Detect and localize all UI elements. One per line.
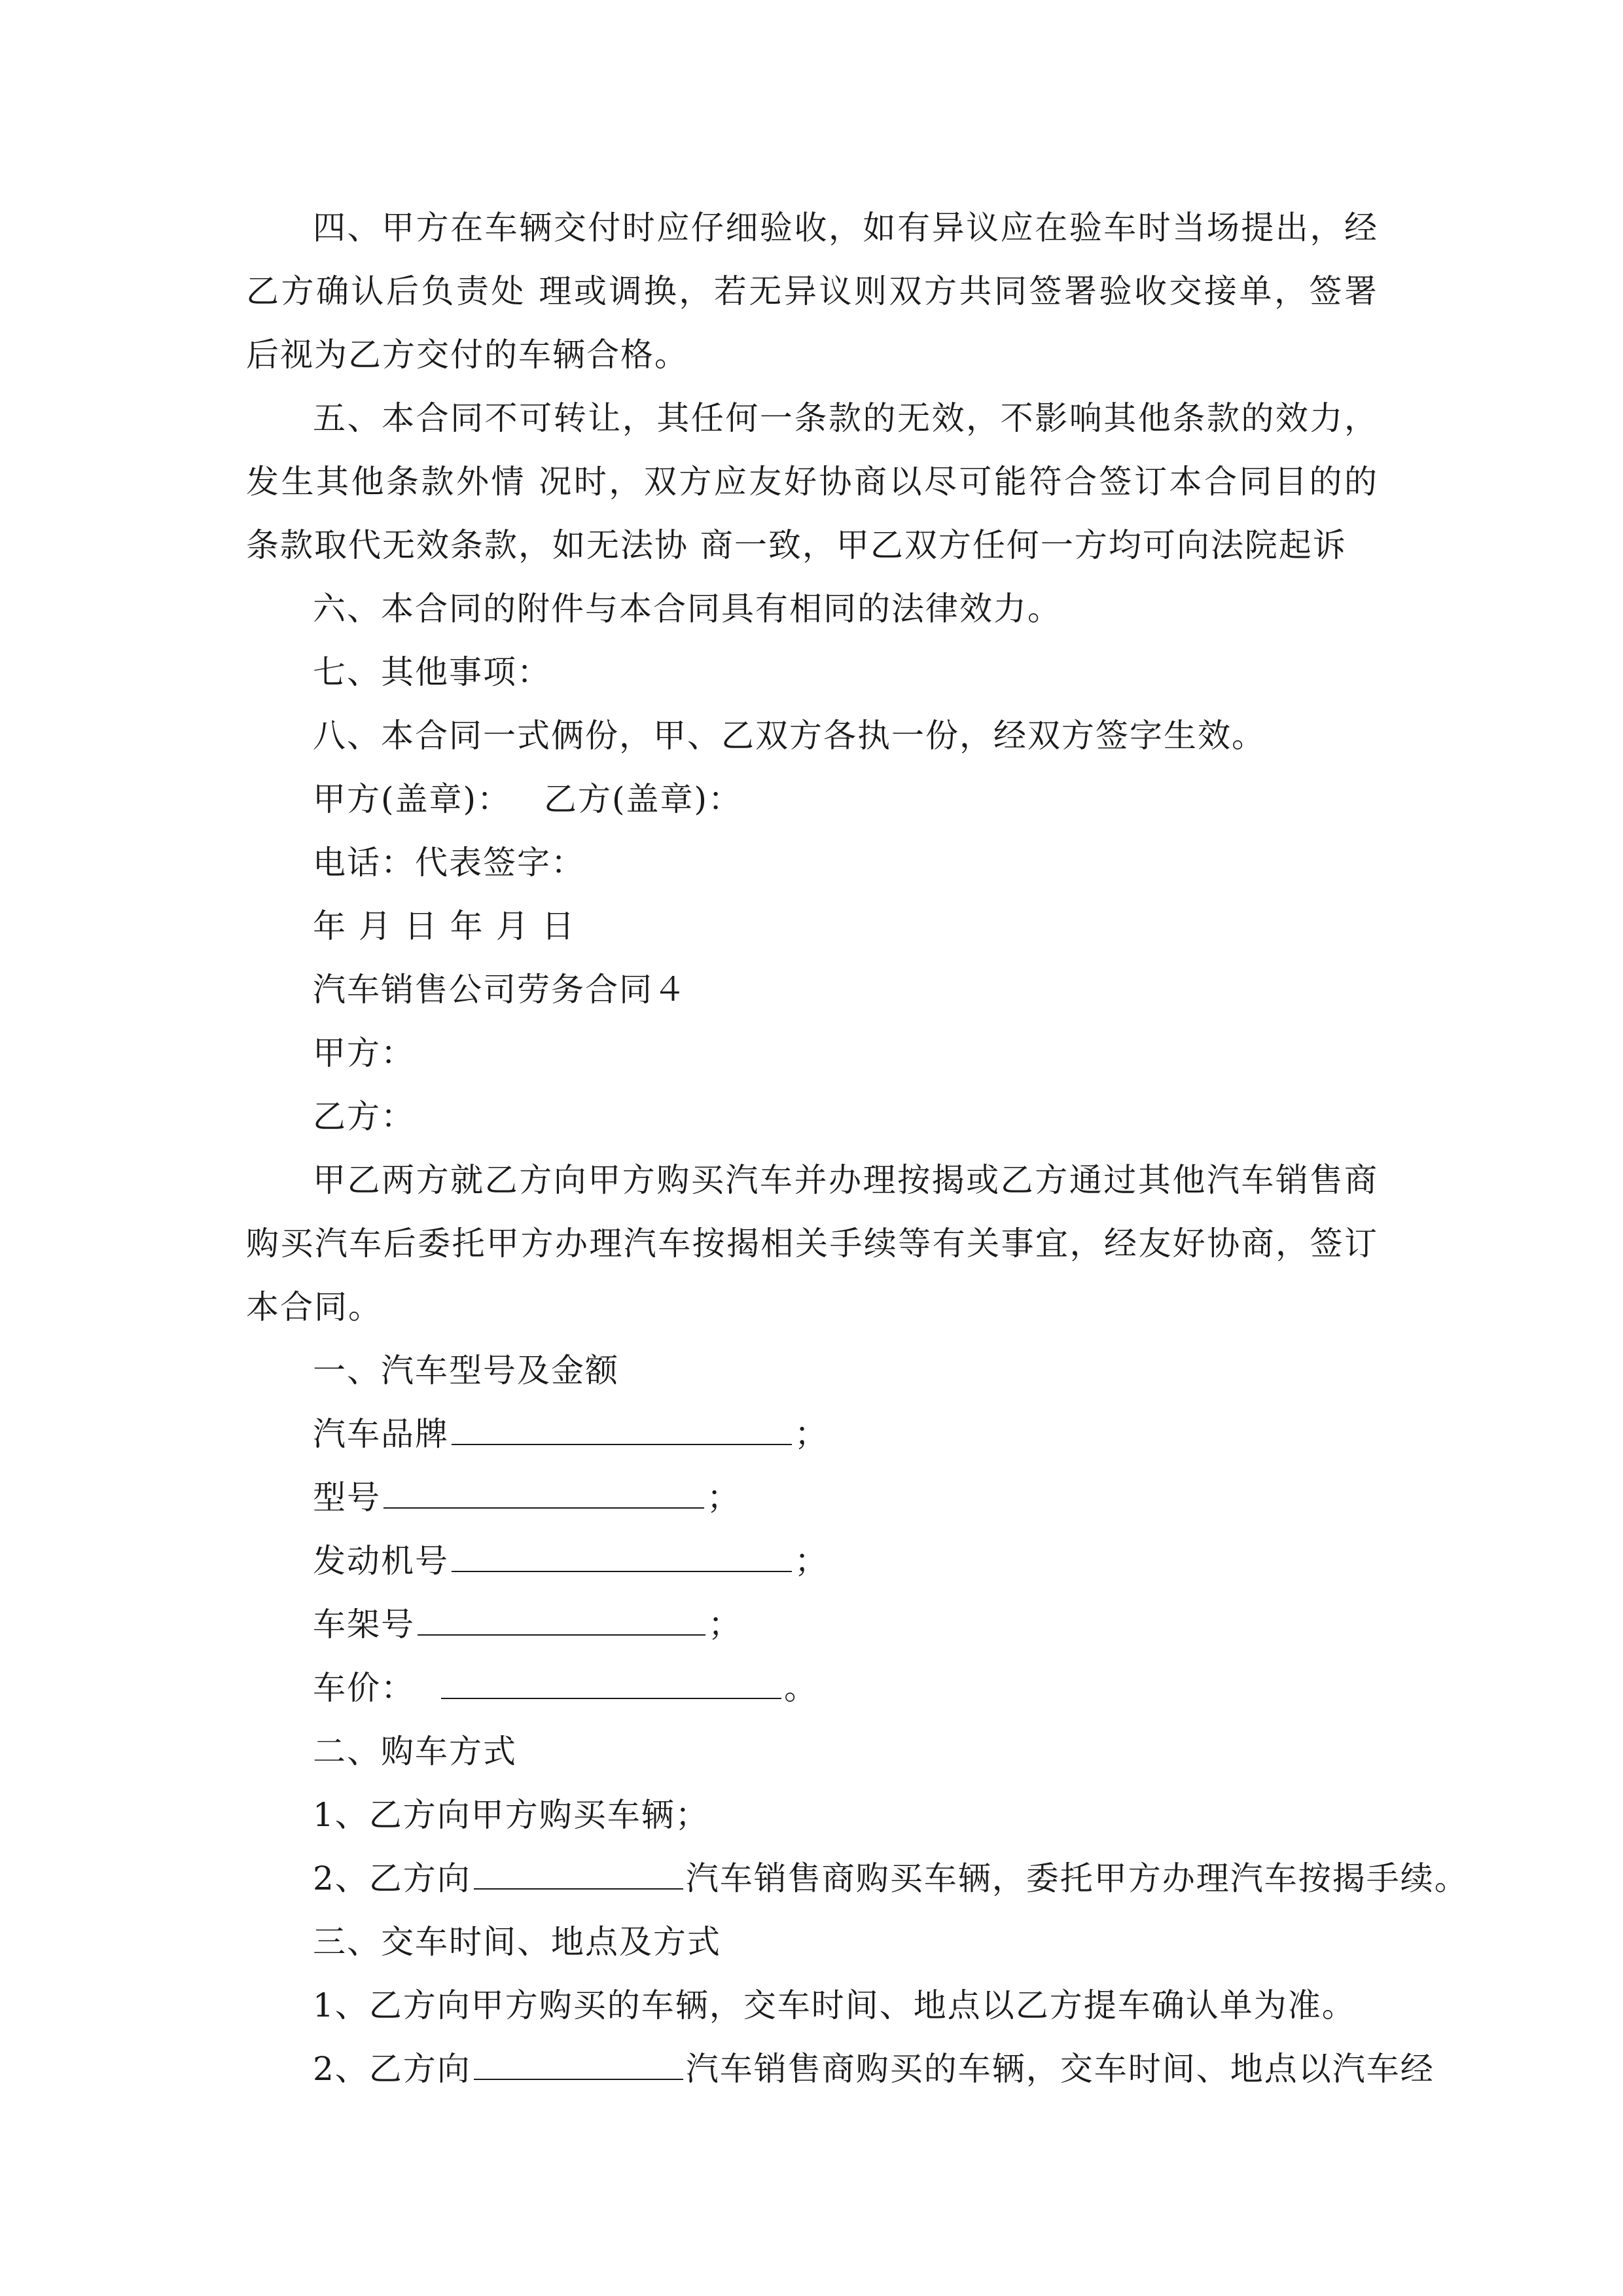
brand-label: 汽车品牌 bbox=[313, 1415, 449, 1453]
section-3-item-2-suffix: 汽车销售商购买的车辆，交车时间、地点以汽车经 bbox=[685, 2050, 1435, 2088]
phone-representative-line: 电话：代表签字： bbox=[313, 844, 585, 882]
party-b-label: 乙方： bbox=[313, 1098, 415, 1136]
brand-semicolon: ； bbox=[794, 1415, 829, 1453]
section-2-heading: 二、购车方式 bbox=[313, 1732, 517, 1770]
price-blank[interactable] bbox=[441, 1660, 781, 1699]
section-2-item-1: 1、乙方向甲方购买车辆； bbox=[313, 1796, 709, 1834]
contract-title: 汽车销售公司劳务合同４ bbox=[313, 971, 687, 1009]
section-2-item-2-prefix: 2、乙方向 bbox=[313, 1859, 471, 1897]
brand-line bbox=[246, 1403, 1378, 1466]
model-line bbox=[246, 1466, 1378, 1530]
seal-line bbox=[246, 768, 1378, 831]
document-page bbox=[246, 196, 1469, 2101]
section-2-item-2-suffix: 汽车销售商购买车辆，委托甲方办理汽车按揭手续。 bbox=[685, 1859, 1469, 1897]
section-3-item-2-prefix: 2、乙方向 bbox=[313, 2050, 471, 2088]
party-a-seal-label: 甲方(盖章)： bbox=[313, 780, 512, 818]
model-semicolon: ； bbox=[707, 1479, 741, 1516]
brand-blank[interactable] bbox=[452, 1406, 792, 1445]
clause-4: 四、甲方在车辆交付时应仔细验收，如有异议应在验车时当场提出，经乙方确认后负责处 理或调换，若无异议则双方共同签署验收交接单，签署后视为乙方交付的车辆合格。 bbox=[246, 209, 1378, 374]
clause-6: 六、本合同的附件与本合同具有相同的法律效力。 bbox=[313, 590, 1061, 628]
price-line bbox=[246, 1657, 1378, 1720]
section-3-item-2 bbox=[246, 2037, 1435, 2101]
date-line: 年 月 日 年 月 日 bbox=[313, 907, 576, 945]
clause-5: 五、本合同不可转让，其任何一条款的无效，不影响其他条款的效力，发生其他条款外情 况时，双方应友好协商以尽可能符合签订本合同目的的条款取代无效条款，如无法协 商一致，甲乙双方任何一方均可向法院起诉 bbox=[246, 399, 1378, 564]
section-3-heading: 三、交车时间、地点及方式 bbox=[313, 1923, 721, 1961]
frame-line bbox=[246, 1593, 1378, 1657]
clause-7: 七、其他事项： bbox=[313, 653, 551, 691]
engine-line bbox=[246, 1530, 1378, 1593]
party-a-label: 甲方： bbox=[313, 1034, 415, 1072]
price-label: 车价： bbox=[313, 1669, 415, 1707]
engine-blank[interactable] bbox=[452, 1533, 792, 1572]
section-3-item-1: 1、乙方向甲方购买的车辆，交车时间、地点以乙方提车确认单为准。 bbox=[313, 1986, 1356, 2024]
section-2-item-2 bbox=[246, 1847, 1469, 1910]
engine-label: 发动机号 bbox=[313, 1542, 449, 1580]
frame-blank[interactable] bbox=[418, 1596, 705, 1636]
price-period: 。 bbox=[784, 1669, 818, 1707]
section-1-heading: 一、汽车型号及金额 bbox=[313, 1352, 619, 1390]
party-b-seal-label: 乙方(盖章)： bbox=[544, 780, 743, 818]
model-blank[interactable] bbox=[383, 1469, 704, 1509]
clause-8: 八、本合同一式俩份，甲、乙双方各执一份，经双方签字生效。 bbox=[313, 717, 1266, 755]
contract-intro: 甲乙两方就乙方向甲方购买汽车并办理按揭或乙方通过其他汽车销售商购买汽车后委托甲方办理汽车按揭相关手续等有关事宜，经友好协商，签订本合同。 bbox=[246, 1161, 1378, 1326]
frame-label: 车架号 bbox=[313, 1605, 415, 1643]
frame-semicolon: ； bbox=[708, 1605, 742, 1643]
engine-semicolon: ； bbox=[794, 1542, 829, 1580]
dealer-blank-2[interactable] bbox=[474, 2041, 683, 2080]
model-label: 型号 bbox=[313, 1479, 381, 1516]
dealer-blank-1[interactable] bbox=[474, 1850, 683, 1890]
